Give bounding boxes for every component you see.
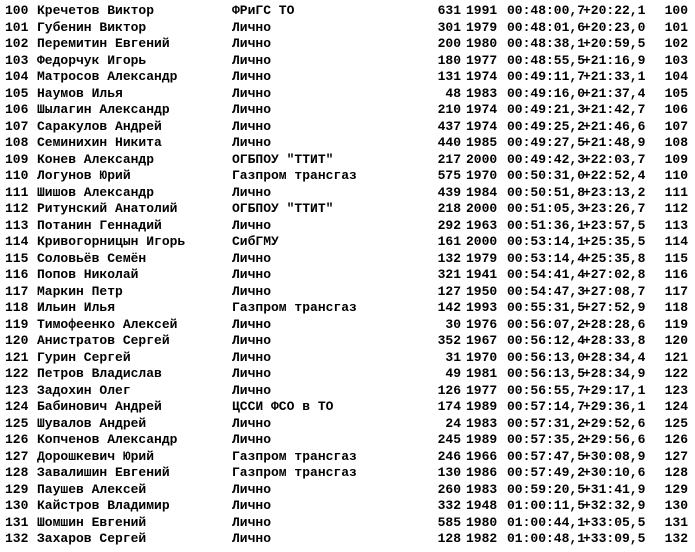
result-row [0, 350, 695, 367]
team-name: Лично [232, 52, 272, 68]
bib-number: 132 [437, 250, 461, 266]
place-cell: 112 [5, 201, 29, 216]
finish-time: 01:00:11,5 [507, 498, 586, 513]
team-name: Лично [232, 217, 272, 233]
bib-number: 48 [445, 85, 461, 101]
team-name: Лично [232, 36, 272, 51]
athlete-name: Паушев Алексей [37, 481, 147, 497]
result-row [0, 515, 695, 532]
result-row [0, 482, 695, 499]
birth-year: 1970 [466, 349, 498, 365]
finish-time: 00:50:31,0 [507, 168, 586, 183]
team-name: Лично [232, 69, 272, 84]
place-cell-right: 112 [664, 201, 688, 216]
place-cell-right: 116 [664, 267, 688, 282]
finish-time: 00:54:47,3 [507, 283, 586, 299]
result-row [0, 152, 695, 169]
place-cell-right: 127 [664, 448, 688, 464]
place-cell: 125 [5, 415, 29, 431]
team-name: ОГБПОУ "ТТИТ" [232, 151, 334, 167]
result-row [0, 168, 695, 185]
birth-year: 2000 [466, 201, 498, 216]
bib-number: 174 [437, 399, 461, 414]
team-name: Лично [232, 184, 272, 200]
place-cell: 101 [5, 19, 29, 35]
finish-time: 00:50:51,8 [507, 184, 586, 200]
place-cell: 119 [5, 316, 29, 332]
birth-year: 1991 [466, 3, 498, 18]
time-gap: +21:48,9 [583, 135, 646, 150]
bib-number: 142 [437, 300, 461, 315]
result-row [0, 333, 695, 350]
place-cell: 130 [5, 498, 29, 513]
result-row [0, 218, 695, 235]
finish-time: 00:57:14,7 [507, 399, 586, 414]
team-name: Лично [232, 432, 272, 447]
team-name: Лично [232, 283, 272, 299]
team-name: Газпром трансгаз [232, 168, 357, 183]
bib-number: 131 [437, 69, 461, 84]
finish-time: 00:57:35,2 [507, 432, 586, 447]
place-cell-right: 105 [664, 85, 688, 101]
team-name: ЦССИ ФСО в ТО [232, 399, 334, 414]
athlete-name: Саракулов Андрей [37, 118, 162, 134]
place-cell: 115 [5, 250, 29, 266]
team-name: ФРиГС ТО [232, 3, 295, 18]
place-cell: 114 [5, 234, 29, 249]
result-row [0, 20, 695, 37]
bib-number: 332 [437, 498, 461, 513]
place-cell: 122 [5, 366, 29, 381]
athlete-name: Ильин Илья [37, 300, 116, 315]
birth-year: 1981 [466, 366, 498, 381]
finish-time: 00:49:11,7 [507, 69, 586, 84]
birth-year: 1974 [466, 102, 498, 117]
time-gap: +27:52,9 [583, 300, 646, 315]
athlete-name: Попов Николай [37, 267, 139, 282]
birth-year: 1977 [466, 52, 498, 68]
birth-year: 1970 [466, 168, 498, 183]
birth-year: 1983 [466, 481, 498, 497]
time-gap: +30:10,6 [583, 465, 646, 480]
bib-number: 49 [445, 366, 461, 381]
result-row [0, 69, 695, 86]
result-row [0, 383, 695, 400]
athlete-name: Дорошкевич Юрий [37, 448, 155, 464]
result-row [0, 531, 695, 548]
time-gap: +29:36,1 [583, 399, 646, 414]
team-name: Лично [232, 333, 272, 348]
bib-number: 130 [437, 465, 461, 480]
team-name: Лично [232, 118, 272, 134]
result-row [0, 449, 695, 466]
athlete-name: Соловьёв Семён [37, 250, 147, 266]
bib-number: 292 [437, 217, 461, 233]
finish-time: 00:53:14,1 [507, 234, 586, 249]
place-cell: 126 [5, 432, 29, 447]
time-gap: +29:52,6 [583, 415, 646, 431]
bib-number: 128 [437, 531, 461, 546]
bib-number: 439 [437, 184, 461, 200]
place-cell: 118 [5, 300, 29, 315]
finish-time: 00:54:41,4 [507, 267, 586, 282]
team-name: Лично [232, 102, 272, 117]
place-cell: 131 [5, 514, 29, 530]
bib-number: 30 [445, 316, 461, 332]
place-cell: 103 [5, 52, 29, 68]
birth-year: 1984 [466, 184, 498, 200]
place-cell-right: 108 [664, 135, 688, 150]
place-cell: 111 [5, 184, 29, 200]
time-gap: +28:34,4 [583, 349, 646, 365]
finish-time: 00:56:13,5 [507, 366, 586, 381]
bib-number: 631 [437, 3, 461, 18]
athlete-name: Федорчук Игорь [37, 52, 147, 68]
birth-year: 1977 [466, 382, 498, 398]
result-row [0, 86, 695, 103]
team-name: ОГБПОУ "ТТИТ" [232, 201, 334, 216]
team-name: Лично [232, 481, 272, 497]
result-row [0, 119, 695, 136]
finish-time: 00:49:27,5 [507, 135, 586, 150]
finish-time: 01:00:48,1 [507, 531, 586, 546]
bib-number: 180 [437, 52, 461, 68]
birth-year: 1983 [466, 415, 498, 431]
finish-time: 00:49:16,0 [507, 85, 586, 101]
athlete-name: Семинихин Никита [37, 135, 162, 150]
place-cell-right: 107 [664, 118, 688, 134]
time-gap: +28:28,6 [583, 316, 646, 332]
birth-year: 1979 [466, 19, 498, 35]
team-name: Газпром трансгаз [232, 465, 357, 480]
finish-time: 00:48:38,1 [507, 36, 586, 51]
birth-year: 1980 [466, 36, 498, 51]
bib-number: 245 [437, 432, 461, 447]
place-cell-right: 118 [664, 300, 688, 315]
bib-number: 301 [437, 19, 461, 35]
place-cell-right: 125 [664, 415, 688, 431]
finish-time: 00:48:01,6 [507, 19, 586, 35]
birth-year: 1948 [466, 498, 498, 513]
team-name: Лично [232, 349, 272, 365]
athlete-name: Захаров Сергей [37, 531, 147, 546]
birth-year: 2000 [466, 151, 498, 167]
result-row [0, 300, 695, 317]
birth-year: 1950 [466, 283, 498, 299]
result-row [0, 416, 695, 433]
place-cell: 117 [5, 283, 29, 299]
athlete-name: Наумов Илья [37, 85, 123, 101]
finish-time: 00:57:49,2 [507, 465, 586, 480]
place-cell-right: 128 [664, 465, 688, 480]
birth-year: 1966 [466, 448, 498, 464]
bib-number: 575 [437, 168, 461, 183]
place-cell: 120 [5, 333, 29, 348]
time-gap: +23:57,5 [583, 217, 646, 233]
team-name: Лично [232, 267, 272, 282]
place-cell: 127 [5, 448, 29, 464]
team-name: Лично [232, 531, 272, 546]
place-cell-right: 114 [664, 234, 688, 249]
bib-number: 352 [437, 333, 461, 348]
place-cell: 116 [5, 267, 29, 282]
result-row [0, 317, 695, 334]
team-name: Лично [232, 250, 272, 266]
result-row [0, 234, 695, 251]
bib-number: 24 [445, 415, 461, 431]
place-cell-right: 131 [664, 514, 688, 530]
team-name: Газпром трансгаз [232, 448, 357, 464]
time-gap: +23:13,2 [583, 184, 646, 200]
bib-number: 126 [437, 382, 461, 398]
finish-time: 00:56:12,4 [507, 333, 586, 348]
place-cell-right: 104 [664, 69, 688, 84]
result-row [0, 135, 695, 152]
athlete-name: Ритунский Анатолий [37, 201, 178, 216]
team-name: СибГМУ [232, 234, 279, 249]
place-cell-right: 119 [664, 316, 688, 332]
place-cell: 132 [5, 531, 29, 546]
time-gap: +30:08,9 [583, 448, 646, 464]
finish-time: 00:48:55,5 [507, 52, 586, 68]
place-cell: 113 [5, 217, 29, 233]
time-gap: +20:59,5 [583, 36, 646, 51]
result-row [0, 185, 695, 202]
place-cell: 128 [5, 465, 29, 480]
bib-number: 127 [437, 283, 461, 299]
athlete-name: Конев Александр [37, 151, 155, 167]
place-cell-right: 126 [664, 432, 688, 447]
time-gap: +23:26,7 [583, 201, 646, 216]
bib-number: 246 [437, 448, 461, 464]
place-cell: 123 [5, 382, 29, 398]
time-gap: +28:34,9 [583, 366, 646, 381]
finish-time: 00:57:47,5 [507, 448, 586, 464]
finish-time: 00:55:31,5 [507, 300, 586, 315]
time-gap: +22:03,7 [583, 151, 646, 167]
result-row [0, 498, 695, 515]
finish-time: 01:00:44,1 [507, 514, 586, 530]
place-cell-right: 121 [664, 349, 688, 365]
athlete-name: Губенин Виктор [37, 19, 147, 35]
team-name: Лично [232, 366, 272, 381]
bib-number: 440 [437, 135, 461, 150]
birth-year: 1982 [466, 531, 498, 546]
team-name: Лично [232, 415, 272, 431]
time-gap: +29:17,1 [583, 382, 646, 398]
result-row [0, 53, 695, 70]
place-cell-right: 124 [664, 399, 688, 414]
birth-year: 1993 [466, 300, 498, 315]
place-cell-right: 132 [664, 531, 688, 546]
place-cell: 109 [5, 151, 29, 167]
time-gap: +25:35,8 [583, 250, 646, 266]
athlete-name: Шувалов Андрей [37, 415, 147, 431]
place-cell-right: 123 [664, 382, 688, 398]
finish-time: 00:59:20,5 [507, 481, 586, 497]
time-gap: +31:41,9 [583, 481, 646, 497]
place-cell-right: 106 [664, 102, 688, 117]
time-gap: +21:33,1 [583, 69, 646, 84]
place-cell-right: 110 [664, 168, 688, 183]
finish-time: 00:49:21,3 [507, 102, 586, 117]
place-cell: 110 [5, 168, 29, 183]
place-cell: 104 [5, 69, 29, 84]
bib-number: 585 [437, 514, 461, 530]
place-cell-right: 130 [664, 498, 688, 513]
time-gap: +21:42,7 [583, 102, 646, 117]
athlete-name: Завалишин Евгений [37, 465, 170, 480]
birth-year: 1985 [466, 135, 498, 150]
bib-number: 260 [437, 481, 461, 497]
place-cell-right: 109 [664, 151, 688, 167]
athlete-name: Шомшин Евгений [37, 514, 147, 530]
athlete-name: Копченов Александр [37, 432, 178, 447]
bib-number: 31 [445, 349, 461, 365]
place-cell-right: 115 [664, 250, 688, 266]
athlete-name: Логунов Юрий [37, 168, 131, 183]
time-gap: +20:22,1 [583, 3, 646, 18]
birth-year: 1974 [466, 69, 498, 84]
athlete-name: Потанин Геннадий [37, 217, 162, 233]
bib-number: 161 [437, 234, 461, 249]
place-cell-right: 102 [664, 36, 688, 51]
place-cell: 100 [5, 3, 29, 18]
place-cell: 107 [5, 118, 29, 134]
bib-number: 218 [437, 201, 461, 216]
bib-number: 321 [437, 267, 461, 282]
result-row [0, 366, 695, 383]
time-gap: +27:02,8 [583, 267, 646, 282]
place-cell-right: 100 [664, 3, 688, 18]
place-cell-right: 120 [664, 333, 688, 348]
place-cell: 102 [5, 36, 29, 51]
time-gap: +22:52,4 [583, 168, 646, 183]
athlete-name: Бабинович Андрей [37, 399, 162, 414]
time-gap: +21:46,6 [583, 118, 646, 134]
result-row [0, 399, 695, 416]
place-cell: 105 [5, 85, 29, 101]
place-cell: 108 [5, 135, 29, 150]
time-gap: +33:05,5 [583, 514, 646, 530]
athlete-name: Анистратов Сергей [37, 333, 170, 348]
time-gap: +21:16,9 [583, 52, 646, 68]
finish-time: 00:56:13,0 [507, 349, 586, 365]
athlete-name: Кривогорницын Игорь [37, 234, 186, 249]
athlete-name: Шылагин Александр [37, 102, 170, 117]
birth-year: 1963 [466, 217, 498, 233]
athlete-name: Маркин Петр [37, 283, 123, 299]
place-cell: 106 [5, 102, 29, 117]
athlete-name: Перемитин Евгений [37, 36, 170, 51]
team-name: Лично [232, 498, 272, 513]
results-list [0, 3, 695, 548]
birth-year: 1976 [466, 316, 498, 332]
birth-year: 1974 [466, 118, 498, 134]
athlete-name: Кречетов Виктор [37, 3, 155, 18]
birth-year: 1941 [466, 267, 498, 282]
birth-year: 1983 [466, 85, 498, 101]
place-cell-right: 103 [664, 52, 688, 68]
birth-year: 1980 [466, 514, 498, 530]
team-name: Газпром трансгаз [232, 300, 357, 315]
finish-time: 00:51:36,1 [507, 217, 586, 233]
finish-time: 00:49:42,3 [507, 151, 586, 167]
time-gap: +33:09,5 [583, 531, 646, 546]
finish-time: 00:57:31,2 [507, 415, 586, 431]
bib-number: 210 [437, 102, 461, 117]
bib-number: 437 [437, 118, 461, 134]
place-cell: 124 [5, 399, 29, 414]
athlete-name: Тимофеенко Алексей [37, 316, 178, 332]
result-row [0, 432, 695, 449]
result-row [0, 102, 695, 119]
team-name: Лично [232, 316, 272, 332]
finish-time: 00:56:55,7 [507, 382, 586, 398]
place-cell-right: 117 [664, 283, 688, 299]
finish-time: 00:51:05,3 [507, 201, 586, 216]
bib-number: 217 [437, 151, 461, 167]
place-cell-right: 129 [664, 481, 688, 497]
birth-year: 2000 [466, 234, 498, 249]
result-row [0, 251, 695, 268]
finish-time: 00:56:07,2 [507, 316, 586, 332]
athlete-name: Гурин Сергей [37, 349, 131, 365]
place-cell-right: 122 [664, 366, 688, 381]
finish-time: 00:49:25,2 [507, 118, 586, 134]
birth-year: 1989 [466, 399, 498, 414]
athlete-name: Кайстров Владимир [37, 498, 170, 513]
result-row [0, 267, 695, 284]
place-cell-right: 113 [664, 217, 688, 233]
time-gap: +27:08,7 [583, 283, 646, 299]
athlete-name: Задохин Олег [37, 382, 131, 398]
team-name: Лично [232, 135, 272, 150]
time-gap: +28:33,8 [583, 333, 646, 348]
birth-year: 1989 [466, 432, 498, 447]
place-cell: 129 [5, 481, 29, 497]
bib-number: 200 [437, 36, 461, 51]
birth-year: 1979 [466, 250, 498, 266]
time-gap: +29:56,6 [583, 432, 646, 447]
result-row [0, 36, 695, 53]
time-gap: +20:23,0 [583, 19, 646, 35]
athlete-name: Петров Владислав [37, 366, 162, 381]
athlete-name: Матросов Александр [37, 69, 178, 84]
time-gap: +25:35,5 [583, 234, 646, 249]
birth-year: 1967 [466, 333, 498, 348]
time-gap: +32:32,9 [583, 498, 646, 513]
result-row [0, 3, 695, 20]
team-name: Лично [232, 382, 272, 398]
place-cell-right: 101 [664, 19, 688, 35]
result-row [0, 201, 695, 218]
place-cell: 121 [5, 349, 29, 365]
birth-year: 1986 [466, 465, 498, 480]
result-row [0, 284, 695, 301]
time-gap: +21:37,4 [583, 85, 646, 101]
result-row [0, 465, 695, 482]
athlete-name: Шишов Александр [37, 184, 155, 200]
team-name: Лично [232, 514, 272, 530]
team-name: Лично [232, 85, 272, 101]
team-name: Лично [232, 19, 272, 35]
finish-time: 00:53:14,4 [507, 250, 586, 266]
place-cell-right: 111 [664, 184, 688, 200]
finish-time: 00:48:00,7 [507, 3, 586, 18]
